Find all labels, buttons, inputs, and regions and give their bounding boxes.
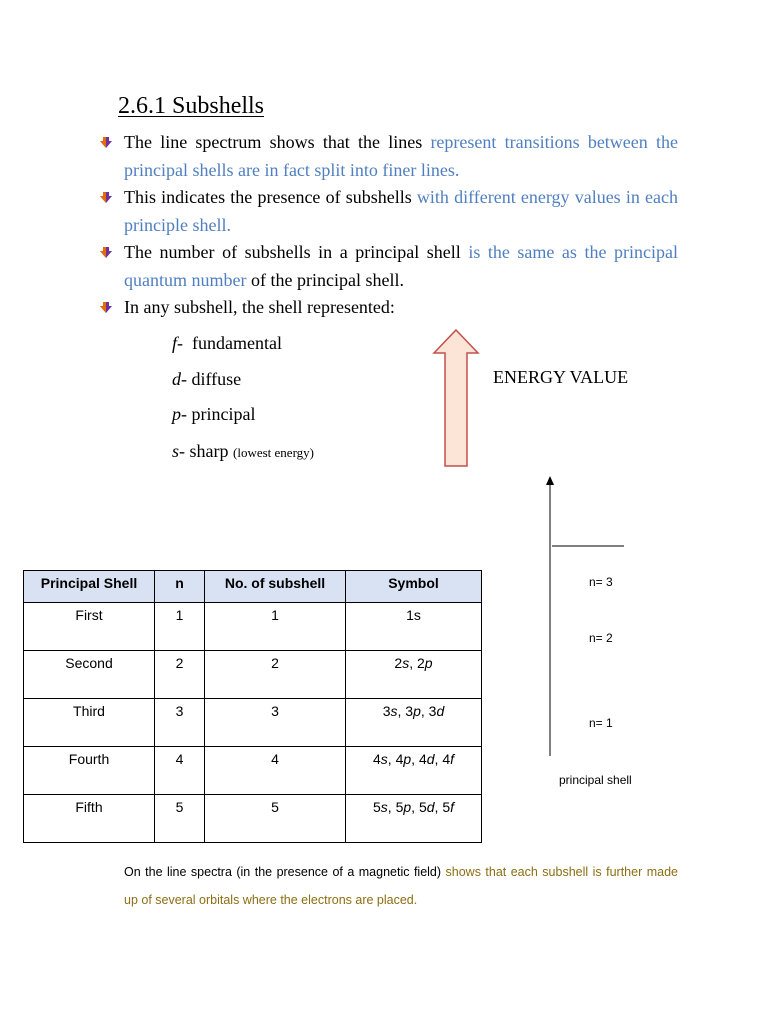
bullet-item bbox=[100, 239, 678, 294]
table-row bbox=[24, 795, 482, 843]
bullet-text: The number of subshells in a principal shell bbox=[124, 242, 469, 262]
table-row bbox=[24, 603, 482, 651]
cell-symbol: 5s, 5p, 5d, 5f bbox=[346, 795, 482, 843]
cell-shell: First bbox=[24, 603, 155, 651]
cell-shell: Third bbox=[24, 699, 155, 747]
subshell-letter: s bbox=[172, 441, 180, 461]
table-row bbox=[24, 699, 482, 747]
note-highlight: shows that each subshell is further made up of several orbitals where the electrons are placed. bbox=[124, 865, 678, 907]
cell-symbol: 2s, 2p bbox=[346, 651, 482, 699]
table-header-row bbox=[24, 571, 482, 603]
bullet-list bbox=[100, 129, 678, 322]
header-principal-shell: Principal Shell bbox=[24, 571, 155, 603]
axis-arrowhead-icon bbox=[546, 476, 554, 485]
arrow-down-bullet-icon bbox=[100, 137, 112, 149]
subshell-separator: - bbox=[181, 404, 192, 424]
level-label-n3: n= 3 bbox=[589, 575, 613, 589]
cell-n: 5 bbox=[155, 795, 205, 843]
subshell-name: fundamental bbox=[192, 333, 282, 353]
cell-n: 2 bbox=[155, 651, 205, 699]
table-row bbox=[24, 651, 482, 699]
subshell-letter: p bbox=[172, 404, 181, 424]
bullet-text: The line spectrum shows that the lines bbox=[124, 132, 431, 152]
cell-n: 4 bbox=[155, 747, 205, 795]
bullet-highlight: represent transitions between the principal shells are in fact split into finer lines. bbox=[124, 132, 678, 180]
energy-value-label: ENERGY VALUE bbox=[493, 367, 629, 387]
cell-count: 4 bbox=[205, 747, 346, 795]
arrow-down-bullet-icon bbox=[100, 247, 112, 259]
subshell-table bbox=[23, 570, 482, 843]
cell-count: 3 bbox=[205, 699, 346, 747]
header-n: n bbox=[155, 571, 205, 603]
footnote-paragraph bbox=[124, 858, 678, 914]
cell-count: 2 bbox=[205, 651, 346, 699]
cell-symbol: 1s bbox=[346, 603, 482, 651]
bullet-item bbox=[100, 294, 678, 322]
cell-symbol: 4s, 4p, 4d, 4f bbox=[346, 747, 482, 795]
section-heading: 2.6.1 Subshells bbox=[118, 93, 265, 119]
subshell-letter: f bbox=[172, 333, 178, 353]
subshell-note: (lowest energy) bbox=[233, 445, 314, 460]
cell-shell: Fifth bbox=[24, 795, 155, 843]
cell-n: 3 bbox=[155, 699, 205, 747]
cell-symbol: 3s, 3p, 3d bbox=[346, 699, 482, 747]
arrow-down-bullet-icon bbox=[100, 302, 112, 314]
note-text: On the line spectra (in the presence of a magnetic field) bbox=[124, 865, 446, 879]
header-subshell-count: No. of subshell bbox=[205, 571, 346, 603]
cell-count: 1 bbox=[205, 603, 346, 651]
bullet-item bbox=[100, 184, 678, 239]
bullet-highlight: with different energy values in each principle shell. bbox=[124, 187, 678, 235]
cell-shell: Second bbox=[24, 651, 155, 699]
subshell-separator: - bbox=[179, 441, 190, 461]
table-row bbox=[24, 747, 482, 795]
energy-level-diagram bbox=[540, 474, 630, 760]
subshell-type-s bbox=[172, 440, 314, 464]
bullet-item bbox=[100, 129, 678, 184]
energy-up-arrow-icon bbox=[432, 328, 480, 468]
subshell-type-d bbox=[172, 368, 241, 390]
subshell-letter: d bbox=[172, 369, 181, 389]
cell-shell: Fourth bbox=[24, 747, 155, 795]
bullet-text: This indicates the presence of subshells bbox=[124, 187, 417, 207]
bullet-tail: of the principal shell. bbox=[246, 269, 404, 290]
bullet-highlight: is the same as the principal quantum number bbox=[124, 242, 678, 290]
subshell-name: diffuse bbox=[191, 369, 242, 389]
subshell-name: sharp bbox=[189, 441, 229, 461]
level-label-n2: n= 2 bbox=[589, 631, 613, 645]
diagram-axis-label: principal shell bbox=[559, 773, 632, 787]
level-label-n1: n= 1 bbox=[589, 716, 613, 730]
arrow-down-bullet-icon bbox=[100, 192, 112, 204]
bullet-text: In any subshell, the shell represented: bbox=[124, 297, 395, 317]
subshell-name: principal bbox=[191, 404, 256, 424]
subshell-separator: - bbox=[181, 369, 192, 389]
cell-count: 5 bbox=[205, 795, 346, 843]
subshell-separator: - bbox=[177, 333, 193, 353]
subshell-type-p bbox=[172, 403, 255, 425]
cell-n: 1 bbox=[155, 603, 205, 651]
subshell-type-f bbox=[172, 332, 282, 354]
header-symbol: Symbol bbox=[346, 571, 482, 603]
